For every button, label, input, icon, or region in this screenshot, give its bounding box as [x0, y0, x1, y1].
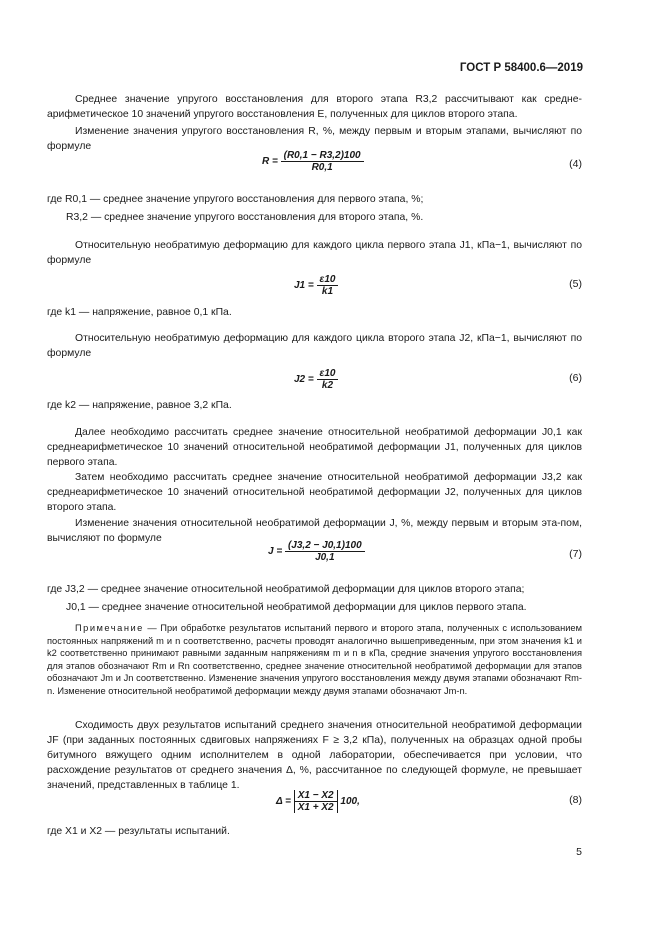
formula-6: [294, 368, 338, 391]
document-code: ГОСТ Р 58400.6—2019: [459, 62, 583, 74]
where-k2: где k2 — напряжение, равное 3,2 кПа.: [47, 400, 232, 411]
where-j01: J0,1 — среднее значение относительной необратимой деформации для циклов первого этапа.: [66, 602, 527, 613]
formula-8-denominator: X1 + X2: [297, 802, 334, 813]
paragraph-j01-mean: Далее необходимо рассчитать среднее значение относительной необратимой деформации J0,1 как среднеарифметическое 10 значений относительной необратимой деформации J1, полученных для циклов первого этапа.: [47, 427, 582, 468]
paragraph-recovery-change: Изменение значения упругого восстановления R, %, между первым и вторым этапами, вычисляют по формуле: [47, 126, 582, 152]
formula-7-numerator: (J3,2 − J0,1)100: [285, 540, 365, 552]
equation-number-8: (8): [569, 794, 582, 806]
formula-4-denominator: R0,1: [311, 162, 333, 173]
paragraph-mean-recovery-second-stage: Среднее значение упругого восстановления для второго этапа R3,2 рассчитывают как средне-арифметическое 10 значений упругого восстановления E, полученных для циклов второго этапа.: [47, 94, 582, 120]
equation-number-6: (6): [569, 372, 582, 384]
formula-6-fraction: [317, 368, 339, 391]
formula-5-numerator: ε10: [317, 274, 339, 286]
formula-7-denominator: J0,1: [315, 552, 335, 563]
formula-6-lhs: J2 =: [294, 374, 314, 386]
paragraph-j2-definition: Относительную необратимую деформацию для каждого цикла второго этапа J2, кПа−1, вычисляют по формуле: [47, 333, 582, 359]
formula-5-fraction: [317, 274, 339, 297]
paragraph-convergence: Сходимость двух результатов испытаний среднего значения относительной необратимой деформации JF (при заданных постоянных сдвиговых напряжениях F ≥ 3,2 кПа), полученных на образцах одной пробы битумного вяжущего одним исполнителем в одной лаборатории, обеспечивается при условии, что расхождение результатов от среднего значения Δ, %, рассчитанное по следующей формуле, не превышает значений, представленных в таблице 1.: [47, 720, 582, 791]
formula-7: [268, 540, 365, 563]
where-x1-x2: где X1 и X2 — результаты испытаний.: [47, 826, 230, 837]
formula-4: [262, 150, 364, 173]
formula-6-denominator: k2: [321, 380, 334, 391]
formula-8-fraction: [294, 790, 338, 813]
where-k1: где k1 — напряжение, равное 0,1 кПа.: [47, 307, 232, 318]
formula-4-fraction: [281, 150, 364, 173]
paragraph-j-change: Изменение значения относительной необратимой деформации J, %, между первым и вторым эта-пом, вычисляют по формуле: [47, 518, 582, 544]
where-j32: где J3,2 — среднее значение относительной необратимой деформации для циклов второго этапа;: [47, 584, 525, 595]
equation-number-4: (4): [569, 158, 582, 170]
formula-4-numerator: (R0,1 − R3,2)100: [281, 150, 364, 162]
note-block: [47, 622, 582, 698]
formula-5: [294, 274, 338, 297]
where-r01: где R0,1 — среднее значение упругого восстановления для первого этапа, %;: [47, 194, 424, 205]
formula-8-numerator: X1 − X2: [295, 790, 337, 802]
formula-5-lhs: J1 =: [294, 280, 314, 292]
note-text: — При обработке результатов испытаний первого и второго этапа, полученных с использованием постоянных напряжений m и n соответственно, расчеты проводят аналогично вышеприведенным, при этом значения k1 и k2 соответственно принимают равными заданным напряжениям m и n в кПа, средние значения упругого восстановления для этапов обозначают Rm и Rn соответственно, среднее значение относительной необратимой деформации для этапов обозначают Jm и Jn соответственно. Изменение значения упругого восстановления между двумя этапами обозначают Rm-n. Изменение относительной необратимой деформации между двумя этапами обозначают Jm-n.: [47, 623, 582, 696]
where-r32: R3,2 — среднее значение упругого восстановления для второго этапа, %.: [66, 212, 424, 223]
formula-5-denominator: k1: [321, 286, 334, 297]
formula-8-tail: 100,: [340, 796, 360, 808]
note-label: Примечание: [75, 623, 144, 633]
equation-number-5: (5): [569, 278, 582, 290]
paragraph-j32-mean: Затем необходимо рассчитать среднее значение относительной необратимой деформации J3,2 как среднеарифметическое 10 значений относительной необратимой деформации J2, полученных для циклов второго этапа.: [47, 472, 582, 513]
equation-number-7: (7): [569, 548, 582, 560]
page-number: 5: [576, 846, 582, 858]
formula-6-numerator: ε10: [317, 368, 339, 380]
formula-7-lhs: J =: [268, 546, 283, 558]
formula-8: [276, 790, 360, 813]
paragraph-j1-definition: Относительную необратимую деформацию для каждого цикла первого этапа J1, кПа−1, вычисляют по формуле: [47, 240, 582, 266]
formula-4-lhs: R =: [262, 156, 278, 168]
formula-8-lhs: Δ =: [276, 796, 291, 808]
formula-7-fraction: [285, 540, 365, 563]
